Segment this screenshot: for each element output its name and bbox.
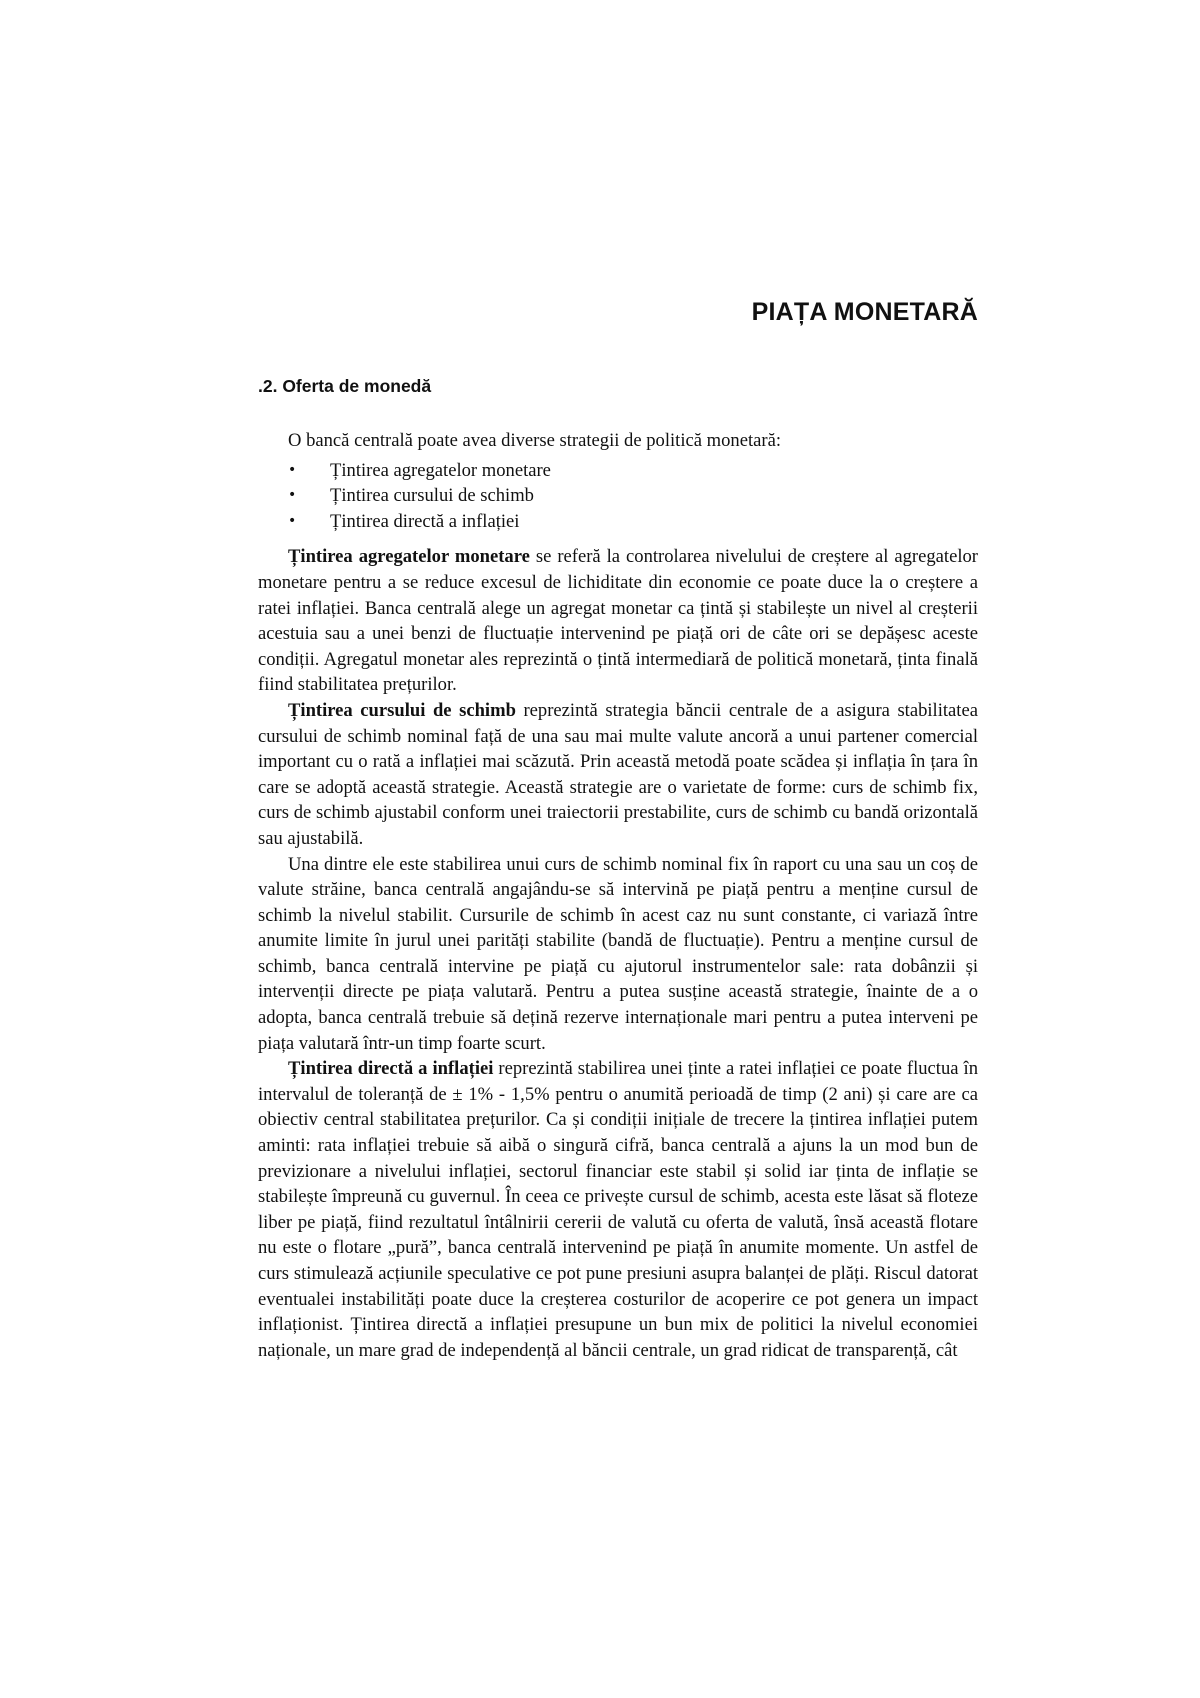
list-item [258,458,978,484]
bullet-icon: • [288,512,297,529]
list-item-text: Țintirea directă a inflației [330,510,520,532]
list-item-text: Țintirea agregatelor monetare [330,459,551,481]
bullet-icon: • [288,461,297,478]
document-page [258,0,978,1698]
paragraph-aggregates [258,544,978,698]
paragraph-inflation-targeting [258,1056,978,1363]
strategy-list [258,458,978,535]
paragraph-lead-term: Țintirea agregatelor monetare [288,546,530,568]
list-item-text: Țintirea cursului de schimb [330,485,534,507]
intro-paragraph: O bancă centrală poate avea diverse strategii de politică monetară: [288,430,782,451]
paragraph-lead-term: Țintirea directă a inflației [288,1058,494,1080]
chapter-title: PIAȚA MONETARĂ [751,298,978,326]
paragraph-text: Una dintre ele este stabilirea unui curs de schimb nominal fix în raport cu una sau un coș de valute străine, banca centrală angajându-se să intervină pe piață pentru a menține cursul de schimb la nivelul stabilit. Cursurile de schimb în acest caz nu sunt constante, ci variază între anumite limite în jurul unei parități stabilite (bandă de fluctuație). Pentru a menține cursul de schimb, banca centrală intervine pe piață cu ajutorul instrumentelor sale: rata dobânzii și intervenții directe pe piața valutară. Pentru a putea susține această strategie, înainte de a o adopta, banca centrală trebuie să dețină rezerve internaționale mari pentru a putea interveni pe piața valutară într-un timp foarte scurt. [258,853,978,1054]
paragraph-text: reprezintă strategia băncii centrale de a asigura stabilitatea cursului de schimb nominal față de una sau mai multe valute ancoră a unui partener comercial important cu o rată a inflației mai scăzută. Prin această metodă poate scădea și inflația în țara în care se adoptă această strategie. Această strategie are o varietate de forme: curs de schimb fix, curs de schimb ajustabil conform unei traiectorii prestabilite, curs de schimb cu bandă orizontală sau ajustabilă. [258,699,978,849]
list-item [258,509,978,535]
paragraph-lead-term: Țintirea cursului de schimb [288,699,516,721]
paragraph-text: se referă la controlarea nivelului de creștere al agregatelor monetare pentru a se reduce excesul de lichiditate din economie ce poate duce la o creștere a ratei inflației. Banca centrală alege un agregat monetar ca țintă și stabilește un nivel al creșterii acestuia sau a unei benzi de fluctuație intervenind pe piață ori de câte ori se depășesc aceste condiții. Agregatul monetar ales reprezintă o țintă intermediară de politică monetară, ținta finală fiind stabilitatea prețurilor. [258,546,979,696]
bullet-icon: • [288,487,297,504]
paragraph-exchange-rate [258,698,978,852]
section-heading: .2. Oferta de monedă [258,376,432,396]
paragraph-fixed-rate [258,852,978,1057]
list-item [258,483,978,509]
body-text [258,428,978,1363]
paragraph-text: reprezintă stabilirea unei ținte a ratei inflației ce poate fluctua în intervalul de toleranță de ± 1% - 1,5% pentru o anumită perioadă de timp (2 ani) și care are ca obiectiv central stabilitatea prețurilor. Ca și condiții inițiale de trecere la țintirea inflației putem aminti: rata inflației trebuie să aibă o singură cifră, banca centrală a ajuns la un mod bun de previzionare a nivelului inflației, sectorul financiar este stabil și solid iar ținta de inflație se stabilește împreună cu guvernul. În ceea ce privește cursul de schimb, acesta este lăsat să floteze liber pe piață, fiind rezultatul întâlnirii cererii de valută cu oferta de valută, însă această flotare nu este o flotare „pură”, banca centrală intervenind pe piață în anumite momente. Un astfel de curs stimulează acțiunile speculative ce pot pune presiuni asupra balanței de plăți. Riscul datorat eventualei instabilități poate duce la creșterea costurilor de acoperire ce pot genera un impact inflaționist. Țintirea directă a inflației presupune un bun mix de politici la nivelul economiei naționale, un mare grad de independență al băncii centrale, un grad ridicat de transparență, cât [258,1058,978,1361]
